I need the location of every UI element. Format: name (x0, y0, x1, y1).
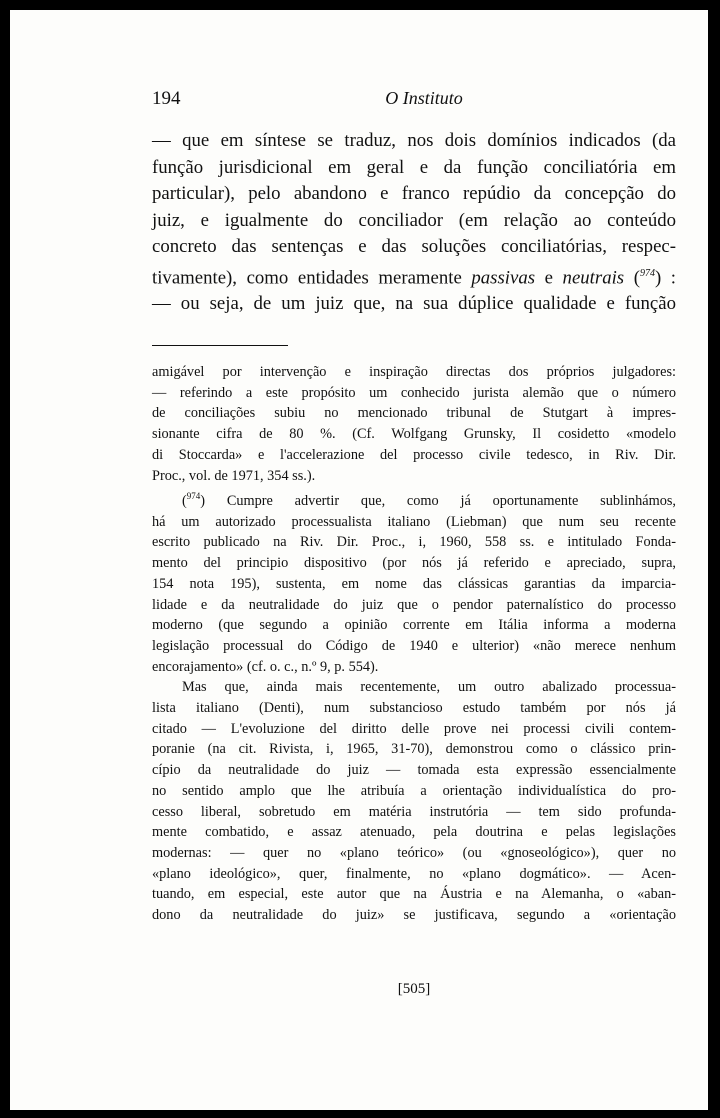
note-line: di Stoccarda» e l'accelerazione del processo civile tedesco, in Riv. Dir. (152, 446, 676, 463)
main-text (152, 128, 676, 318)
note-line: modernas: — quer no «plano teórico» (ou «gnoseológico»), quer no (152, 844, 676, 861)
note-line: escrito publicado na Riv. Dir. Proc., i, 1960, 558 ss. e intitulado Fonda- (152, 534, 676, 551)
note-line: «plano ideológico», quer, finalmente, no «plano dogmático». — Acen- (152, 865, 676, 882)
page-footer-ref: [505] (397, 981, 431, 997)
main-line: — que em síntese se traduz, nos dois domínios indicados (da (152, 130, 676, 151)
note-line: encorajamento» (cf. o. c., n.º 9, p. 554). (152, 658, 379, 675)
note-line: moderno (que segundo a opinião corrente em Itália informa a moderna (152, 617, 676, 634)
note-line: cípio da neutralidade do juiz — tomada esta expressão essencialmente (152, 762, 676, 779)
note-line: Proc., vol. de 1971, 354 ss.). (152, 467, 316, 484)
page-header (152, 88, 676, 114)
note-line: mente combatido, e assaz atenuado, pela doutrina e pelas legislações (152, 824, 676, 841)
main-line: concreto das sentenças e das soluções conciliatórias, respec- (152, 236, 676, 257)
note-line: mento del principio dispositivo (por nós já referido e apreciado, supra, (152, 555, 676, 572)
document-page (10, 10, 708, 1110)
note-line: dono da neutralidade do juiz» se justificava, segundo a «orientação (152, 907, 676, 924)
footnote-ref[interactable]: 974 (639, 267, 655, 279)
note-line: 154 nota 195), sustenta, em nome das clássicas garantias da imparcia- (152, 575, 676, 592)
main-line: — ou seja, de um juiz que, na sua dúplice qualidade e função (152, 293, 676, 315)
note-line: poranie (na cit. Rivista, i, 1965, 31-70), demonstrou como o clássico prin- (152, 741, 676, 758)
main-line-with-footnote: tivamente), como entidades meramente passivas e neutrais ($^{974}$) : (152, 266, 677, 288)
note-974-first-line: ($^{974}$) Cumpre advertir que, como já oportunamente sublinhámos, (182, 491, 676, 509)
main-line: função jurisdicional em geral e da função conciliatória em (152, 156, 676, 178)
note-line: no sentido amplo que lhe atribuía a orientação individualística do pro- (152, 782, 676, 799)
note-line: sionante cifra de 80 %. (Cf. Wolfgang Grunsky, Il cosidetto «modelo (152, 426, 676, 443)
note-line: lidade e da neutralidade do juiz que o pendor paternalístico do processo (152, 596, 676, 613)
note-line: amigável por intervenção e inspiração directas dos próprios julgadores: (152, 364, 676, 380)
footnote-divider (152, 345, 288, 346)
note-line: Mas que, ainda mais recentemente, um outro abalizado processua- (182, 679, 676, 696)
note-line: de conciliações subiu no mencionado tribunal de Stutgart à impres- (152, 405, 676, 422)
note-line: legislação processual do Código de 1940 e ulterior) «não merece nenhum (152, 637, 676, 654)
note-line: citado — L'evoluzione del diritto delle prove nei processi civili contem- (152, 720, 676, 737)
main-line: juiz, e igualmente do conciliador (em relação ao conteúdo (152, 209, 676, 231)
note-line: — referindo a este propósito um conhecido jurista alemão que o número (152, 384, 676, 401)
italic-passivas: passivas (471, 266, 536, 288)
main-line: particular), pelo abandono e franco repúdio da concepção do (152, 183, 676, 204)
running-title: O Instituto (385, 88, 463, 108)
note-line: cesso liberal, sobretudo em matéria instrutória — tem sido profunda- (152, 803, 676, 820)
italic-neutrais: neutrais (562, 266, 625, 288)
page-number: 194 (152, 88, 181, 109)
note-line: há um autorizado processualista italiano (Liebman) que num seu recente (152, 513, 676, 530)
note-line: lista italiano (Denti), num substancioso estudo também por nós já (152, 700, 676, 717)
footnotes (152, 362, 676, 926)
note-line: tuando, em especial, este autor que na Áustria e na Alemanha, o «aban- (152, 886, 676, 903)
footnote-marker: 974 (186, 491, 201, 502)
